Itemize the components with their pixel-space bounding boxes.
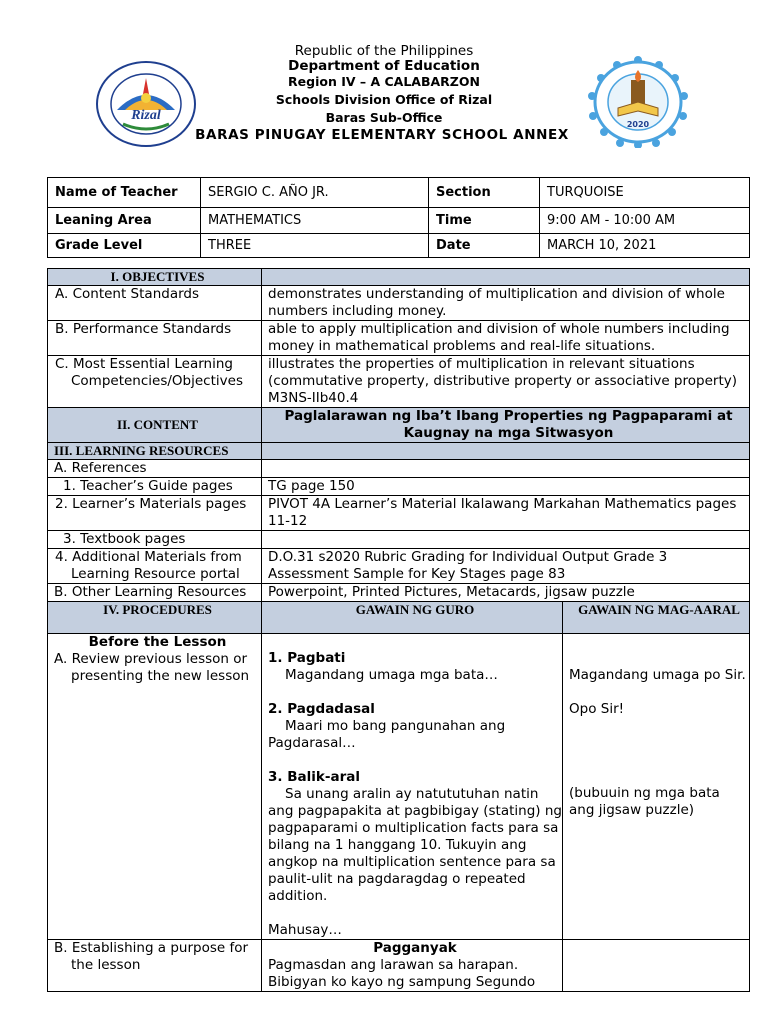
- pagganyak-text-1: Pagmasdan ang larawan sa harapan.: [268, 957, 519, 973]
- content-title: Paglalarawan ng Iba’t Ibang Properties ng Pagpaparami at Kaugnay na mga Sitwasyon: [262, 408, 750, 443]
- purpose-learner-cell: [563, 940, 750, 992]
- teachers-guide-value: TG page 150: [262, 478, 750, 496]
- performance-standards-label: B. Performance Standards: [48, 321, 262, 356]
- header-division: Schools Division Office of Rizal: [275, 92, 493, 107]
- teacher-info-table: [47, 177, 750, 258]
- content-heading: II. CONTENT: [48, 408, 262, 443]
- step2-text: Maari mo bang pangunahan ang Pagdarasal…: [268, 718, 506, 751]
- time-label: Time: [429, 208, 540, 234]
- pagganyak-title: Pagganyak: [373, 940, 457, 956]
- deped-rizal-seal-logo: [95, 60, 197, 148]
- area-label: Leaning Area: [48, 208, 201, 234]
- resources-heading: III. LEARNING RESOURCES: [48, 443, 262, 460]
- teacher-name: SERGIO C. AÑO JR.: [201, 178, 429, 208]
- header-region: Region IV – A CALABARZON: [288, 74, 480, 89]
- teachers-guide-label: 1. Teacher’s Guide pages: [48, 478, 262, 496]
- header-republic: Republic of the Philippines: [294, 43, 474, 59]
- melc-label: C. Most Essential Learning Competencies/Objectives: [48, 356, 262, 408]
- other-resources-value: Powerpoint, Printed Pictures, Metacards, jigsaw puzzle: [262, 584, 750, 602]
- step3-title: 3. Balik-aral: [268, 769, 360, 785]
- objectives-heading: I. OBJECTIVES: [48, 269, 262, 286]
- svg-text:2020: 2020: [626, 120, 650, 129]
- header-department: Department of Education: [288, 58, 480, 74]
- procedures-heading: IV. PROCEDURES: [48, 602, 262, 634]
- objectives-heading-fill: [262, 269, 750, 286]
- additional-materials-value: D.O.31 s2020 Rubric Grading for Individual Output Grade 3 Assessment Sample for Key Stages page 83: [262, 549, 750, 584]
- purpose-label: B. Establishing a purpose for the lesson: [54, 940, 249, 973]
- date-value: MARCH 10, 2021: [540, 234, 750, 258]
- step3-end: Mahusay…: [268, 922, 342, 938]
- references-value: [262, 460, 750, 478]
- step1-text: Magandang umaga mga bata…: [285, 667, 498, 683]
- references-label: A. References: [48, 460, 262, 478]
- pagganyak-text-2: Bibigyan ko kayo ng sampung Segundo: [268, 974, 536, 990]
- date-label: Date: [429, 234, 540, 258]
- header-sub-office: Baras Sub-Office: [325, 110, 443, 125]
- content-standards-text: demonstrates understanding of multiplication and division of whole numbers including money.: [262, 286, 750, 321]
- other-resources-label: B. Other Learning Resources: [48, 584, 262, 602]
- learners-materials-value: PIVOT 4A Learner’s Material Ikalawang Markahan Mathematics pages 11-12: [262, 496, 750, 531]
- textbook-value: [262, 531, 750, 549]
- step1-reply: Magandang umaga po Sir.: [569, 667, 746, 683]
- step1-title: 1. Pagbati: [268, 650, 346, 666]
- textbook-label: 3. Textbook pages: [48, 531, 262, 549]
- step3-reply: (bubuuin ng mga bata ang jigsaw puzzle): [569, 785, 720, 818]
- melc-text: illustrates the properties of multiplication in relevant situations (commutative property, distributive property or associative property) M3NS-IIb40.4: [262, 356, 750, 408]
- section-label: Section: [429, 178, 540, 208]
- area-value: MATHEMATICS: [201, 208, 429, 234]
- grade-value: THREE: [201, 234, 429, 258]
- step2-title: 2. Pagdadasal: [268, 701, 375, 717]
- content-standards-label: A. Content Standards: [48, 286, 262, 321]
- additional-materials-label: 4. Additional Materials from Learning Resource portal: [48, 549, 262, 584]
- step2-reply: Opo Sir!: [569, 701, 625, 717]
- grade-label: Grade Level: [48, 234, 201, 258]
- teacher-label: Name of Teacher: [48, 178, 201, 208]
- teacher-activity-heading: GAWAIN NG GURO: [262, 602, 563, 634]
- review-label: A. Review previous lesson or presenting the new lesson: [54, 651, 250, 684]
- header-school-name: BARAS PINUGAY ELEMENTARY SCHOOL ANNEX: [195, 127, 569, 143]
- school-seal-logo: [586, 56, 690, 148]
- section-value: TURQUOISE: [540, 178, 750, 208]
- step3-text: Sa unang aralin ay natututuhan natin ang pagpapakita at pagbibigay (stating) ng pagpaparami o multiplication facts para sa bilang na 1 hanggang 10. Tukuyin ang angkop na multiplication sentence para sa paulit-ulit na pagdaragdag o repeated addition.: [268, 786, 562, 904]
- learners-materials-label: 2. Learner’s Materials pages: [48, 496, 262, 531]
- lesson-plan-table: [47, 268, 750, 992]
- learner-activity-heading: GAWAIN NG MAG-AARAL: [563, 602, 750, 634]
- resources-heading-fill: [262, 443, 750, 460]
- before-lesson-label: Before the Lesson: [88, 634, 227, 650]
- svg-text:Rizal: Rizal: [131, 108, 161, 123]
- time-value: 9:00 AM - 10:00 AM: [540, 208, 750, 234]
- performance-standards-text: able to apply multiplication and division of whole numbers including money in mathematical problems and real-life situations.: [262, 321, 750, 356]
